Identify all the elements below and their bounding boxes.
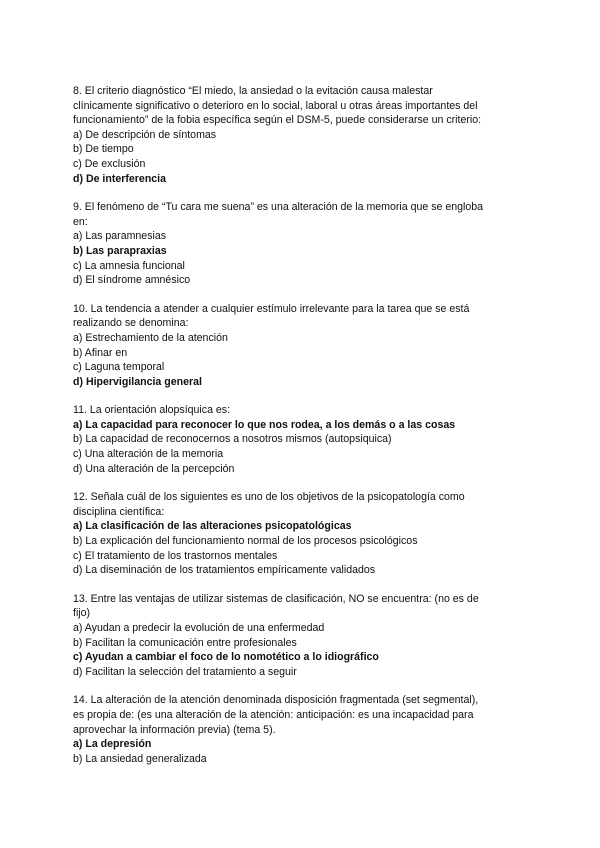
answer-option: c) De exclusión	[73, 157, 146, 170]
question-stem-line: aprovechar la información previa) (tema 5).	[73, 723, 276, 736]
answer-option: c) La amnesia funcional	[73, 259, 185, 272]
question-stem	[73, 84, 533, 128]
answer-option-correct: a) La depresión	[73, 738, 152, 751]
question-stem-line: 13. Entre las ventajas de utilizar sistemas de clasificación, NO se encuentra: (no es de	[73, 592, 479, 605]
question-stem-line: 11. La orientación alopsíquica es:	[73, 404, 231, 417]
answer-option-correct: a) La capacidad para reconocer lo que nos rodea, a los demás o a las cosas	[73, 418, 456, 431]
question-stem-line: funcionamiento” de la fobia específica según el DSM-5, puede considerarse un criterio:	[73, 114, 482, 127]
answer-option: c) Laguna temporal	[73, 361, 165, 374]
answer-option: b) La explicación del funcionamiento normal de los procesos psicológicos	[73, 535, 418, 548]
answer-option: d) El síndrome amnésico	[73, 274, 191, 287]
answer-option-correct: a) La clasificación de las alteraciones psicopatológicas	[73, 520, 352, 533]
answer-option: b) De tiempo	[73, 143, 134, 156]
answer-option: a) Estrechamiento de la atención	[73, 331, 228, 344]
answer-option: d) La diseminación de los tratamientos empíricamente validados	[73, 564, 376, 577]
answer-option: a) Ayudan a predecir la evolución de una enfermedad	[73, 622, 325, 634]
question-stem	[73, 592, 533, 621]
answer-option-correct: d) Hipervigilancia general	[73, 375, 202, 388]
answer-option: c) Una alteración de la memoria	[73, 448, 224, 461]
question-stem-line: realizando se denomina:	[73, 317, 189, 330]
question-stem	[73, 693, 533, 737]
answer-option-correct: c) Ayudan a cambiar el foco de lo nomotético a lo idiográfico	[73, 651, 379, 664]
question-stem-line: 14. La alteración de la atención denominada disposición fragmentada (set segmental),	[73, 694, 479, 707]
question-stem-line: clínicamente significativo o deterioro en lo social, laboral u otras áreas importantes del	[73, 99, 478, 112]
question-stem	[73, 200, 533, 229]
question-block	[73, 302, 533, 390]
question-stem-line: fijo)	[73, 607, 91, 620]
question-stem	[73, 490, 533, 519]
answer-option: d) Una alteración de la percepción	[73, 462, 235, 475]
question-block	[73, 200, 533, 288]
question-stem-line: 12. Señala cuál de los siguientes es uno de los objetivos de la psicopatología como	[73, 491, 465, 504]
question-stem-line: en:	[73, 215, 88, 228]
question-stem-line: 10. La tendencia a atender a cualquier estímulo irrelevante para la tarea que se está	[73, 302, 470, 315]
answer-option: b) Afinar en	[73, 346, 128, 359]
question-stem	[73, 302, 533, 331]
question-block	[73, 693, 533, 766]
question-stem-line: disciplina científica:	[73, 505, 165, 518]
question-stem-line: 9. El fenómeno de “Tu cara me suena” es una alteración de la memoria que se engloba	[73, 201, 484, 214]
answer-option: b) La capacidad de reconocernos a nosotros mismos (autopsiquica)	[73, 433, 392, 446]
answer-option: c) El tratamiento de los trastornos mentales	[73, 549, 278, 562]
question-stem-line: es propia de: (es una alteración de la atención: anticipación: es una incapacidad para	[73, 708, 474, 721]
answer-option: d) Facilitan la selección del tratamiento a seguir	[73, 665, 297, 678]
question-block	[73, 490, 533, 578]
question-block	[73, 592, 533, 680]
answer-option: b) La ansiedad generalizada	[73, 752, 207, 765]
answer-option: a) De descripción de síntomas	[73, 128, 217, 141]
question-stem	[73, 403, 533, 418]
answer-option: b) Facilitan la comunicación entre profesionales	[73, 636, 297, 649]
question-stem-line: 8. El criterio diagnóstico “El miedo, la ansiedad o la evitación causa malestar	[73, 85, 433, 97]
answer-option-correct: d) De interferencia	[73, 172, 167, 185]
question-block	[73, 84, 533, 186]
question-block	[73, 403, 533, 476]
answer-option-correct: b) Las parapraxias	[73, 244, 167, 257]
document-page	[73, 84, 533, 780]
answer-option: a) Las paramnesias	[73, 230, 167, 243]
